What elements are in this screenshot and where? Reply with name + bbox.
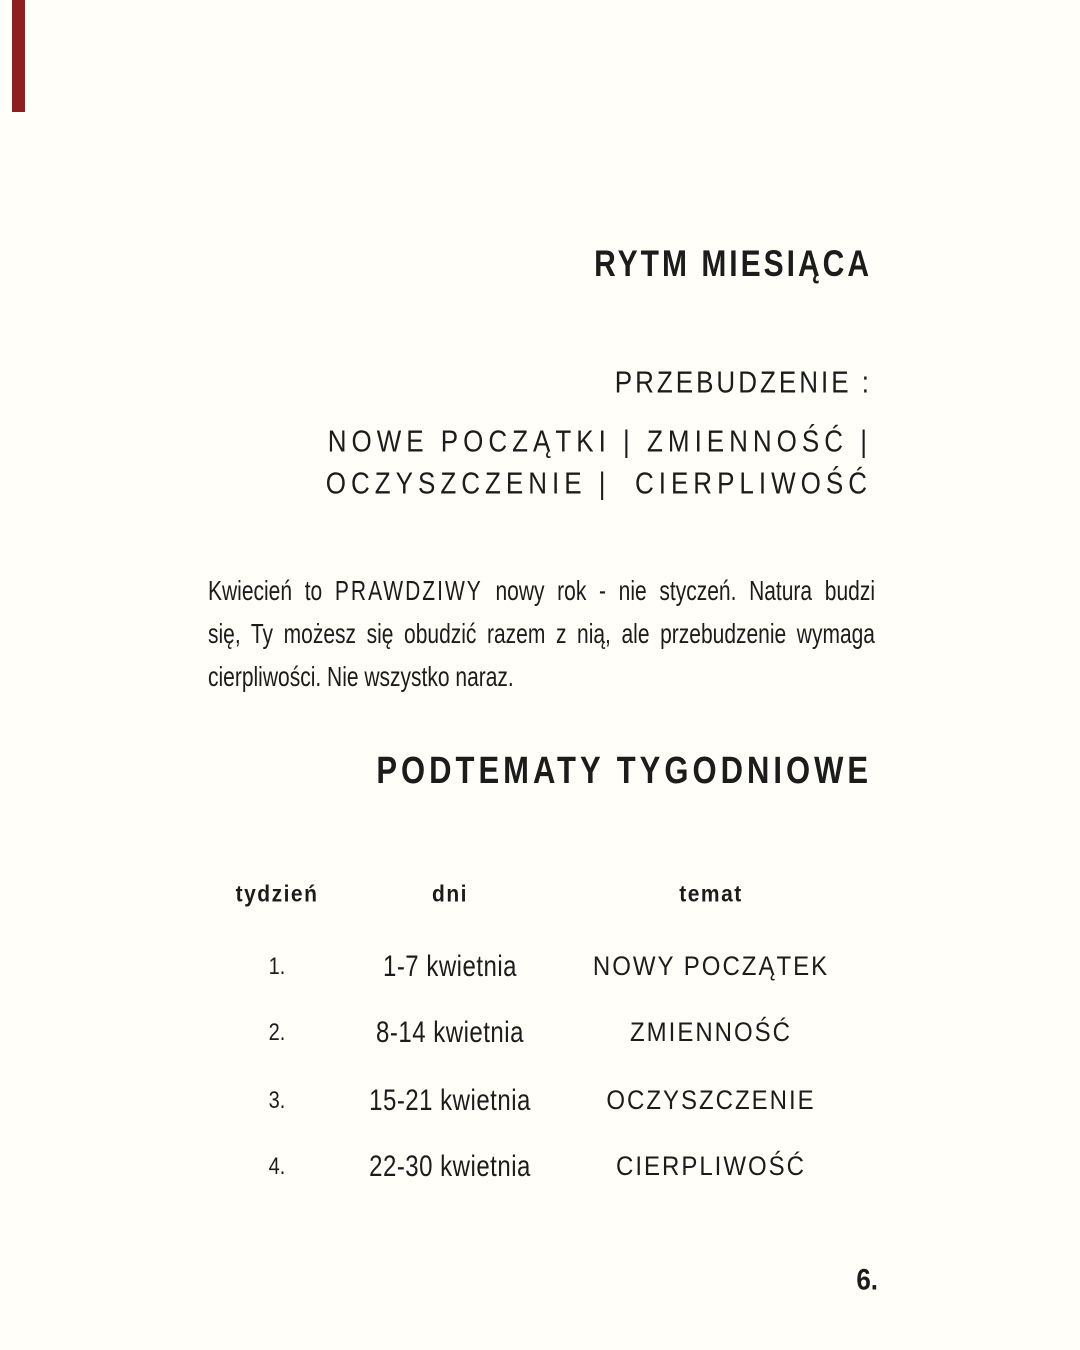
corner-accent-bar <box>12 0 25 112</box>
week-number: 1. <box>268 953 286 981</box>
table-row <box>0 1147 1080 1187</box>
intro-line1-suffix: nowy rok - nie styczeń. Natura budzi <box>482 576 875 607</box>
week-days: 15-21 kwietnia <box>369 1083 531 1118</box>
page-title: RYTM MIESIĄCA <box>594 244 872 285</box>
intro-line-2: się, Ty możesz się obudzić razem z nią, ale przebudzenie wymaga <box>208 619 875 650</box>
week-days: 1-7 kwietnia <box>382 949 518 984</box>
week-theme: ZMIENNOŚĆ <box>630 1017 792 1048</box>
week-days: 8-14 kwietnia <box>376 1015 524 1050</box>
column-header-days: dni <box>432 881 468 908</box>
week-number: 2. <box>268 1019 286 1047</box>
table-row <box>0 947 1080 987</box>
table-row <box>0 1013 1080 1053</box>
week-theme: NOWY POCZĄTEK <box>592 951 830 982</box>
month-keywords-line2: OCZYSZCZENIE | CIERPLIWOŚĆ <box>325 465 872 501</box>
table-header-row <box>0 880 1080 910</box>
intro-line-3: cierpliwości. Nie wszystko naraz. <box>208 662 514 693</box>
week-theme: OCZYSZCZENIE <box>606 1085 816 1116</box>
weekly-subtopics-heading: PODTEMATY TYGODNIOWE <box>376 749 872 792</box>
month-keywords-line1: NOWE POCZĄTKI | ZMIENNOŚĆ | <box>327 423 872 459</box>
week-days: 22-30 kwietnia <box>369 1149 531 1184</box>
intro-line1-prefix: Kwiecień to <box>208 576 335 607</box>
column-header-week: tydzień <box>235 881 319 908</box>
week-theme: CIERPLIWOŚĆ <box>615 1151 807 1182</box>
column-header-theme: temat <box>679 881 743 908</box>
table-row <box>0 1081 1080 1121</box>
week-number: 3. <box>268 1087 286 1115</box>
intro-paragraph <box>208 570 875 699</box>
month-theme-heading: PRZEBUDZENIE : <box>614 364 872 400</box>
intro-emphasis-word: PRAWDZIWY <box>334 576 483 607</box>
week-number: 4. <box>268 1153 286 1181</box>
page-number: 6. <box>856 1261 878 1297</box>
